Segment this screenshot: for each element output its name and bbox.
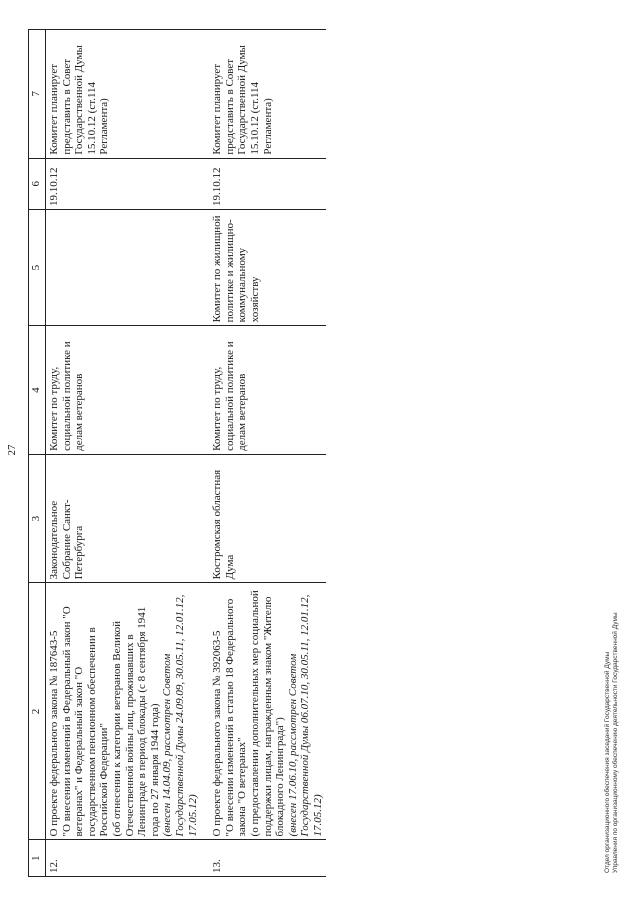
column-header-4: 4: [29, 326, 46, 455]
bill-title: "О внесении изменений в Федеральный закон "О ветеранах" и Федеральный закон "О государственном пенсионном обеспечении в Российской Федерации": [60, 606, 111, 837]
author-cell: Костромская областная Дума: [209, 454, 326, 583]
column-header-1: 1: [29, 840, 46, 877]
committee-cell: Комитет по труду, социальной политике и делам ветеранов: [46, 326, 210, 455]
co-committee-cell: Комитет по жилищной политике и жилищно-коммунальному хозяйству: [209, 209, 326, 325]
table-header-row: [29, 30, 46, 877]
column-header-2: 2: [29, 583, 46, 840]
note-cell: Комитет планирует представить в Совет Государственной Думы 15.10.12 (ст.114 Регламента): [46, 30, 210, 159]
footer-line-2: Управления по организационному обеспечению деятельности Государственной Думы: [612, 612, 619, 873]
bill-cell: [46, 583, 210, 840]
date-cell: 19.10.12: [46, 158, 210, 209]
bills-table: [28, 29, 326, 877]
column-header-7: 7: [29, 30, 46, 159]
footer-line-1: Отдел организационного обеспечения заседаний Государственной Думы: [604, 651, 611, 873]
row-number: 13.: [209, 840, 326, 877]
table-row: [46, 30, 210, 877]
footer: [604, 612, 620, 873]
page-number: 27: [6, 444, 18, 456]
bill-reference: О проекте федерального закона № 392063-5: [211, 630, 224, 837]
bill-reference: О проекте федерального закона № 187643-5: [48, 630, 60, 837]
bill-dates: (внесен 14.04.09, рассмотрен Советом Государственной Думы 24.09.09, 30.05.11, 12.01.12, 17.05.12): [161, 594, 199, 837]
co-committee-cell: [46, 209, 210, 325]
committee-cell: Комитет по труду, социальной политике и делам ветеранов: [209, 326, 326, 455]
bill-description: (о предоставлении дополнительных мер социальной поддержки лицам, награжденным знаком "Жителю блокадного Ленинграда"): [248, 590, 287, 837]
bill-title: "О внесении изменений в статью 18 Федерального закона "О ветеранах": [223, 598, 249, 837]
table-row: [209, 30, 326, 877]
note-cell: Комитет планирует представить в Совет Государственной Думы 15.10.12 (ст.114 Регламента): [209, 30, 326, 159]
column-header-3: 3: [29, 454, 46, 583]
date-cell: 19.10.12: [209, 158, 326, 209]
row-number: 12.: [46, 840, 210, 877]
column-header-6: 6: [29, 158, 46, 209]
bill-dates: (внесен 17.06.10, рассмотрен Советом Государственной Думы 06.07.10, 30.05.11, 12.01.12, 17.05.12): [286, 594, 324, 837]
author-cell: Законодательное Собрание Санкт-Петербурга: [46, 454, 210, 583]
bill-description: (об отнесении к категории ветеранов Великой Отечественной войны лиц, проживавших в Ленинграде в период блокады (с 8 сентября 1941 года по 27 января 1944 года): [110, 606, 161, 837]
bill-cell: [209, 583, 326, 840]
column-header-5: 5: [29, 209, 46, 325]
